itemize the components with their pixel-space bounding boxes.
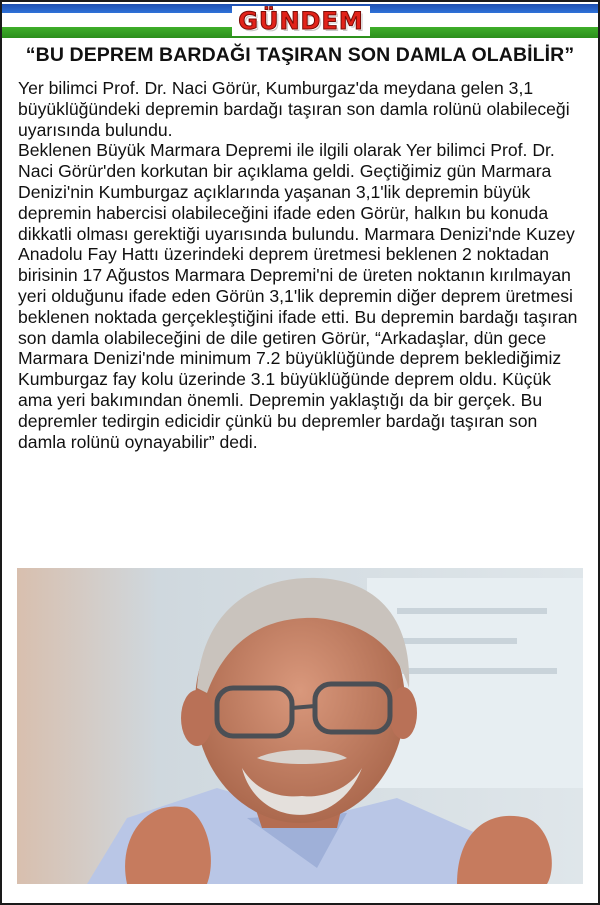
article-body [18, 78, 588, 452]
article-photo [17, 568, 583, 884]
portrait-illustration [17, 568, 583, 884]
banner-title-box [232, 6, 370, 36]
article-headline: “BU DEPREM BARDAĞI TAŞIRAN SON DAMLA OLABİLİR” [25, 44, 575, 66]
article-paragraph-main: Beklenen Büyük Marmara Depremi ile ilgili olarak Yer bilimci Prof. Dr. Naci Görür'den korkutan bir açıklama geldi. Geçtiğimiz gün Marmara Denizi'nin Kumburgaz açıklarında yaşanan 3,1'lik depremin büyük depremin habercisi olabileceğini ifade eden Görür, halkın bu konuda dikkatli olması gerektiği uyarısında bulundu. Marmara Denizi'nde Kuzey Anadolu Fay Hattı üzerindeki deprem üretmesi beklenen 2 noktadan birisinin 17 Ağustos Marmara Depremi'ni de üreten noktanın kırılmayan yeri olduğunu ifade eden Görün 3,1'lik depremin diğer deprem üretmesi beklenen noktada gerçekleştiğini ifade etti. Bu depremin bardağı taşıran son damla olabileceğini de dile getiren Görür, “Arkadaşlar, dün gece Marmara Denizi'nde minimum 7.2 büyüklüğünde deprem beklediğimiz Kumburgaz fay kolu üzerinde 3.1 büyüklüğünde deprem oldu. Küçük ama yeri bakımından önemli. Depremin yaklaştığı da bir gerçek. Bu depremler tedirgin edicidir çünkü bu depremler bardağı taşıran son damla rolünü oynayabilir” dedi. [18, 140, 578, 452]
article-paragraph-lead: Yer bilimci Prof. Dr. Naci Görür, Kumburgaz'da meydana gelen 3,1 büyüklüğündeki depremin bardağı taşıran son damla rolünü olabileceği uyarısında bulundu. [18, 78, 570, 140]
section-banner [2, 2, 598, 40]
section-title: GÜNDEM [238, 7, 364, 35]
